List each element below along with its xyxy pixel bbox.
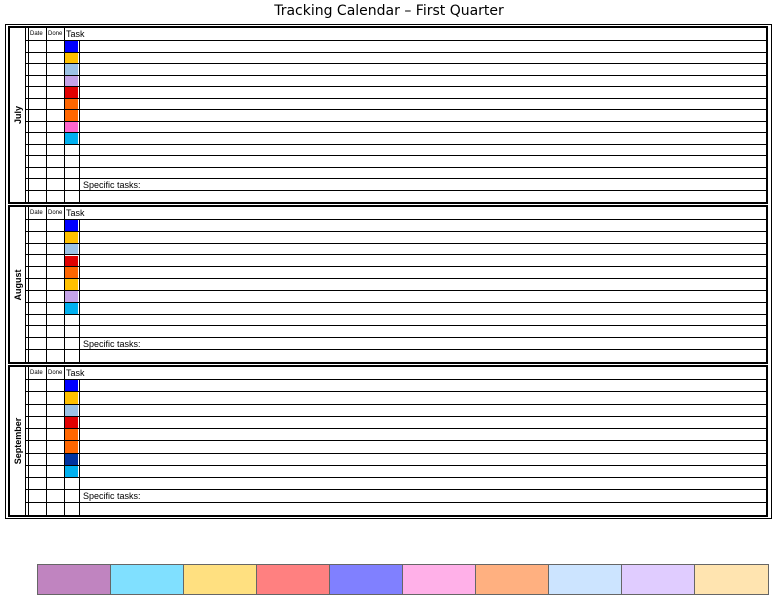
task-column-header: Task — [66, 29, 85, 39]
task-row[interactable] — [26, 350, 766, 362]
column-divider — [28, 207, 29, 362]
task-row[interactable] — [26, 478, 766, 490]
task-color-swatch — [65, 99, 78, 110]
month-label — [10, 28, 26, 202]
task-color-swatch — [65, 267, 78, 278]
month-block-september — [8, 365, 768, 517]
task-row[interactable] — [26, 133, 766, 145]
month-name: September — [12, 417, 23, 465]
task-row[interactable] — [26, 64, 766, 76]
legend-color-block — [549, 565, 622, 594]
done-column-header: Done — [48, 31, 63, 37]
task-color-swatch — [65, 454, 78, 465]
task-color-swatch — [65, 76, 78, 87]
task-color-swatch — [65, 466, 78, 477]
task-color-swatch — [65, 380, 78, 391]
legend-color-block — [476, 565, 549, 594]
task-row[interactable] — [26, 503, 766, 515]
task-row[interactable] — [26, 392, 766, 404]
task-row[interactable] — [26, 327, 766, 339]
task-color-swatch — [65, 429, 78, 440]
legend-color-block — [695, 565, 768, 594]
task-row[interactable] — [26, 99, 766, 111]
task-color-swatch — [65, 291, 78, 302]
task-row[interactable] — [26, 220, 766, 232]
month-block-august — [8, 205, 768, 364]
specific-tasks-label: Specific tasks: — [83, 491, 141, 502]
task-color-swatch — [65, 53, 78, 64]
task-row[interactable] — [26, 244, 766, 256]
column-divider — [79, 41, 80, 202]
task-color-swatch — [65, 122, 78, 133]
task-row[interactable] — [26, 232, 766, 244]
task-row[interactable] — [26, 145, 766, 157]
task-row[interactable] — [26, 291, 766, 303]
column-divider — [28, 28, 29, 202]
date-column-header: Date — [30, 31, 43, 37]
task-color-swatch — [65, 220, 78, 231]
task-color-swatch — [65, 41, 78, 52]
done-column-header: Done — [48, 370, 63, 376]
specific-tasks-label: Specific tasks: — [83, 339, 141, 350]
column-divider — [28, 367, 29, 515]
task-color-swatch — [65, 244, 78, 255]
task-row[interactable] — [26, 41, 766, 53]
task-row[interactable] — [26, 87, 766, 99]
page-title: Tracking Calendar – First Quarter — [274, 3, 504, 19]
task-color-swatch — [65, 303, 78, 314]
month-label — [10, 367, 26, 515]
header-row — [26, 207, 766, 220]
task-row[interactable] — [26, 53, 766, 65]
month-name: August — [12, 269, 23, 300]
date-column-header: Date — [30, 370, 43, 376]
task-color-swatch — [65, 133, 78, 144]
legend-color-block — [184, 565, 257, 594]
column-divider — [46, 28, 47, 202]
month-name: July — [12, 105, 23, 125]
task-color-swatch — [65, 64, 78, 75]
legend-color-block — [38, 565, 111, 594]
task-row[interactable] — [26, 466, 766, 478]
column-divider — [79, 380, 80, 515]
task-color-swatch — [65, 405, 78, 416]
task-color-swatch — [65, 441, 78, 452]
legend-color-block — [111, 565, 184, 594]
month-label — [10, 207, 26, 362]
legend-color-block — [330, 565, 403, 594]
task-column-header: Task — [66, 208, 85, 218]
task-color-swatch — [65, 417, 78, 428]
column-divider — [79, 220, 80, 362]
column-divider — [46, 207, 47, 362]
task-row[interactable] — [26, 454, 766, 466]
task-row[interactable] — [26, 156, 766, 168]
task-row[interactable] — [26, 168, 766, 180]
date-column-header: Date — [30, 210, 43, 216]
task-row[interactable] — [26, 279, 766, 291]
task-row[interactable] — [26, 76, 766, 88]
month-block-july — [8, 26, 768, 204]
task-color-swatch — [65, 232, 78, 243]
legend-color-block — [257, 565, 330, 594]
task-row[interactable] — [26, 191, 766, 203]
task-color-swatch — [65, 279, 78, 290]
task-row[interactable] — [26, 405, 766, 417]
task-color-swatch — [65, 256, 78, 267]
specific-tasks-label: Specific tasks: — [83, 180, 141, 190]
task-column-header: Task — [66, 368, 85, 378]
task-row[interactable] — [26, 110, 766, 122]
legend-color-block — [403, 565, 476, 594]
task-row[interactable] — [26, 417, 766, 429]
header-row — [26, 367, 766, 380]
task-row[interactable] — [26, 441, 766, 453]
task-row[interactable] — [26, 303, 766, 315]
legend-color-block — [622, 565, 695, 594]
task-row[interactable] — [26, 380, 766, 392]
task-color-swatch — [65, 392, 78, 403]
task-row[interactable] — [26, 267, 766, 279]
task-row[interactable] — [26, 122, 766, 134]
task-row[interactable] — [26, 429, 766, 441]
header-row — [26, 28, 766, 41]
task-color-swatch — [65, 87, 78, 98]
color-legend — [37, 564, 769, 595]
task-color-swatch — [65, 110, 78, 121]
done-column-header: Done — [48, 210, 63, 216]
column-divider — [46, 367, 47, 515]
task-row[interactable] — [26, 256, 766, 268]
task-row[interactable] — [26, 315, 766, 327]
